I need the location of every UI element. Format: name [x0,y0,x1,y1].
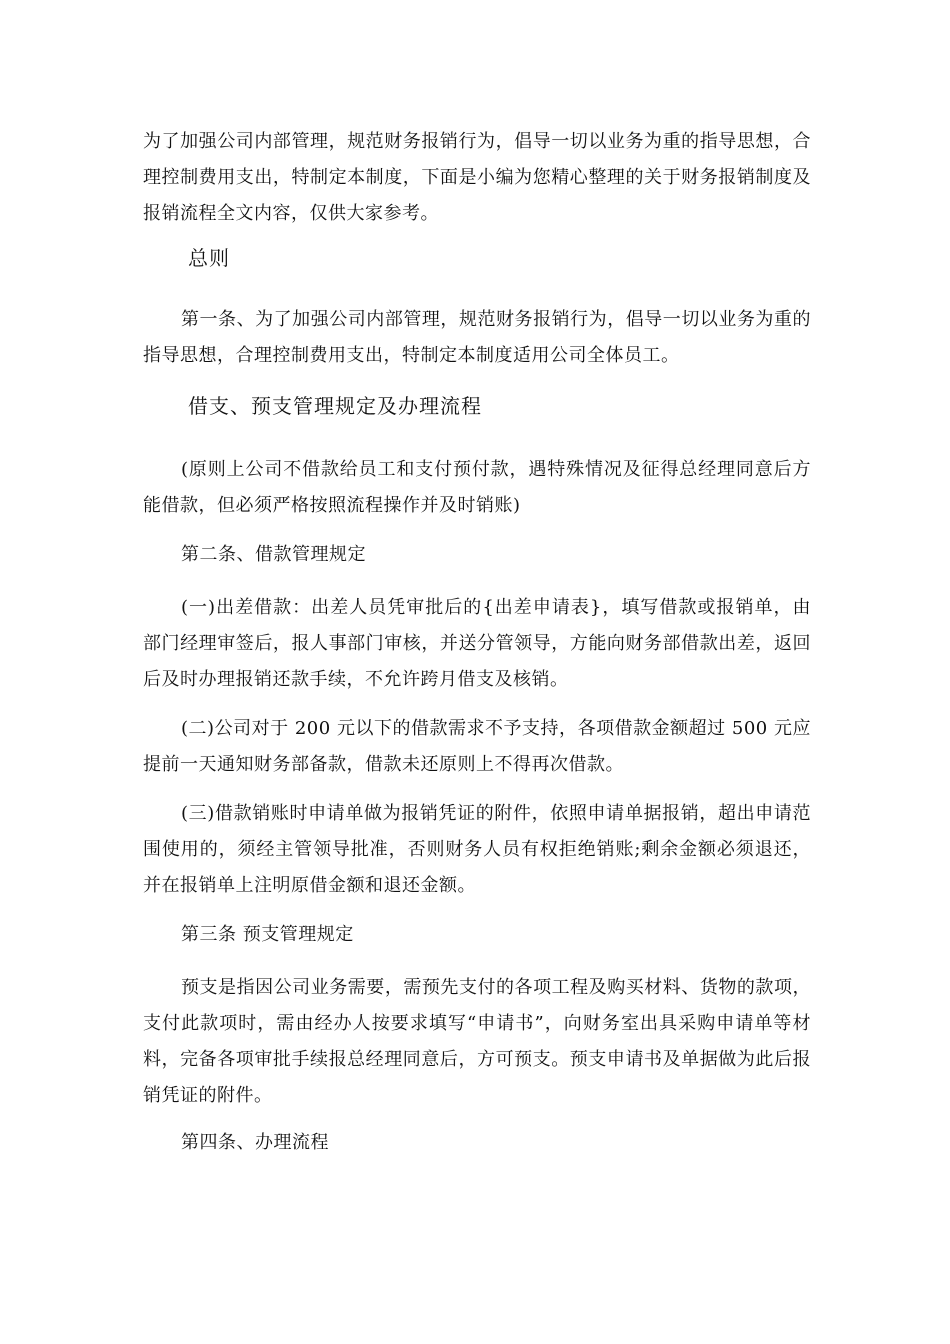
article-2-item-1: (一)出差借款：出差人员凭审批后的{出差申请表}，填写借款或报销单，由部门经理审签后，报人事部门审核，并送分管领导，方能向财务部借款出差，返回后及时办理报销还款手续，不允许跨月借支及核销。 [143,597,811,690]
intro-paragraph: 为了加强公司内部管理，规范财务报销行为，倡导一切以业务为重的指导思想，合理控制费用支出，特制定本制度，下面是小编为您精心整理的关于财务报销制度及报销流程全文内容，仅供大家参考。 [143,131,811,224]
loan-note-paragraph: (原则上公司不借款给员工和支付预付款，遇特殊情况及征得总经理同意后方能借款，但必须严格按照流程操作并及时销账) [143,459,811,516]
section-heading-loan: 借支、预支管理规定及办理流程 [188,394,482,418]
article-4-title: 第四条、办理流程 [181,1132,329,1153]
article-3-body: 预支是指因公司业务需要，需预先支付的各项工程及购买材料、货物的款项，支付此款项时，需由经办人按要求填写“申请书”，向财务室出具采购申请单等材料，完备各项审批手续报总经理同意后，方可预支。预支申请书及单据做为此后报销凭证的附件。 [143,977,811,1106]
article-2-item-2: (二)公司对于 200 元以下的借款需求不予支持，各项借款金额超过 500 元应提前一天通知财务部备款，借款未还原则上不得再次借款。 [143,718,811,775]
section-heading-general: 总则 [188,246,230,270]
article-3-title: 第三条 预支管理规定 [181,924,354,945]
article-2-title: 第二条、借款管理规定 [181,544,366,565]
article-1-paragraph: 第一条、为了加强公司内部管理，规范财务报销行为，倡导一切以业务为重的指导思想，合理控制费用支出，特制定本制度适用公司全体员工。 [143,309,811,366]
article-2-item-3: (三)借款销账时申请单做为报销凭证的附件，依照申请单据报销，超出申请范围使用的，须经主管领导批准，否则财务人员有权拒绝销账;剩余金额必须退还，并在报销单上注明原借金额和退还金额。 [143,803,811,896]
